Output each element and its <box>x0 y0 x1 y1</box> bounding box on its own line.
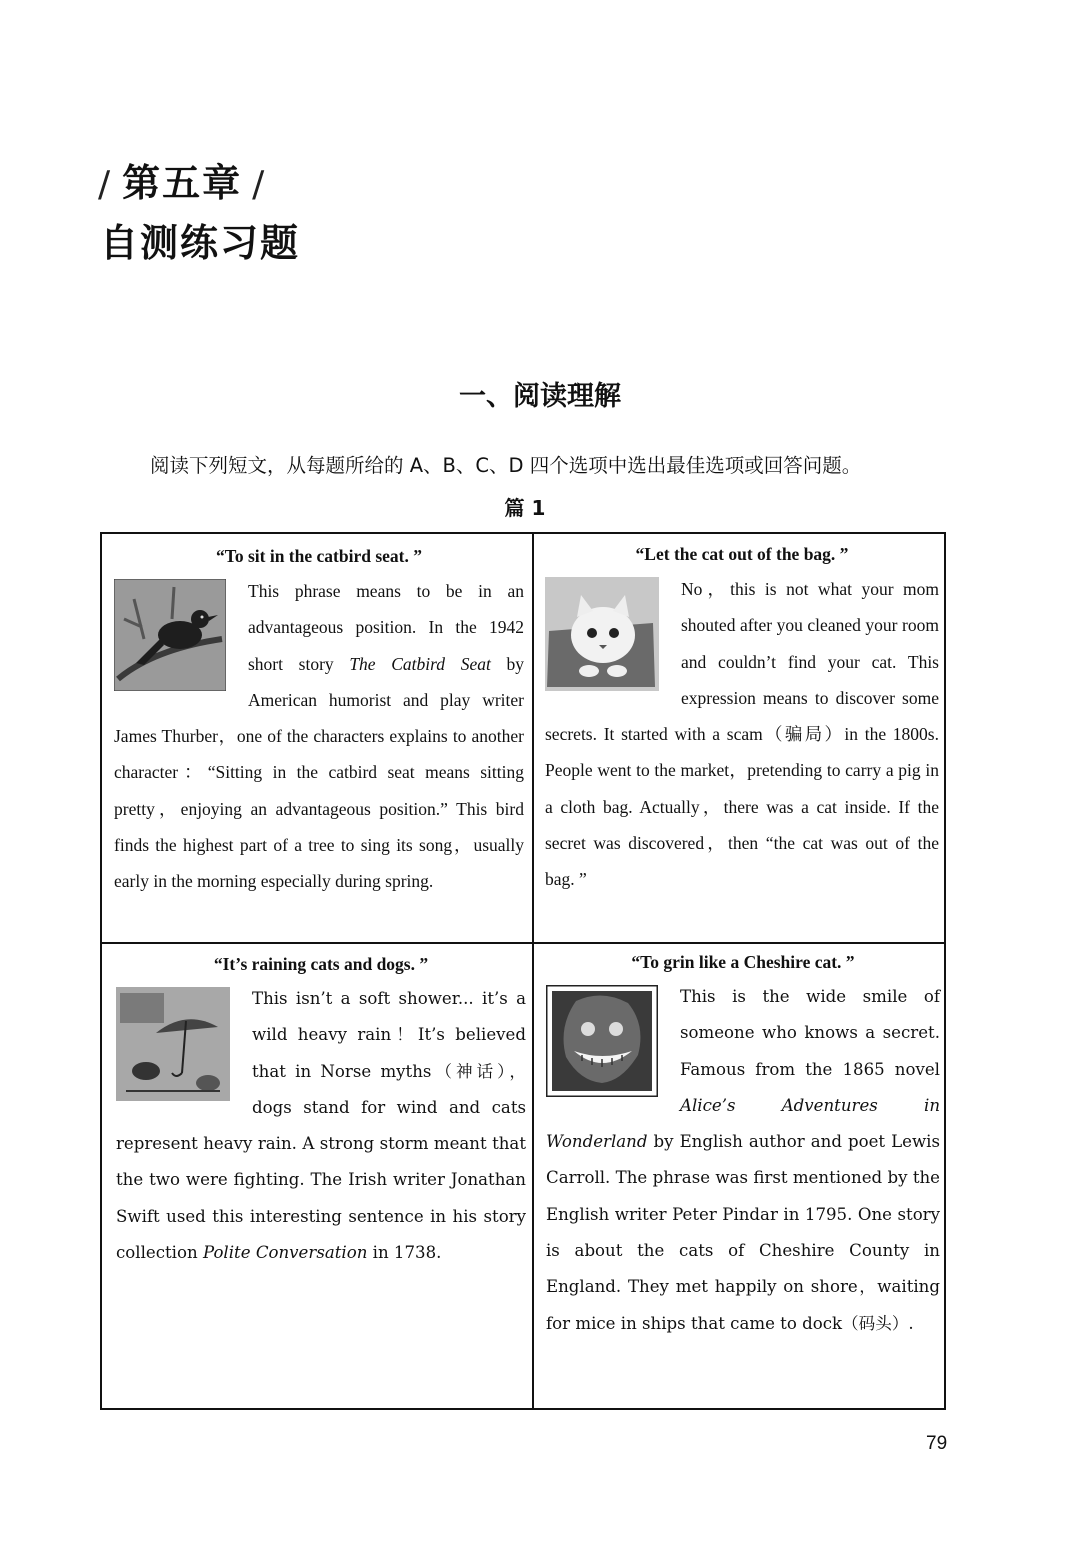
bird-on-branch-image <box>114 579 226 691</box>
cell-text: by English author and poet Lewis Carroll. The phrase was first mentioned by the English writer Peter Pindar in 1795. One story is about the cats of Cheshire County in England. They met happily on shore，waiting for mice in ships that came to dock（码头）. <box>546 1132 940 1333</box>
cell-text: This phrase means to be in an advantageous position. In the 1942 short story <box>248 581 524 674</box>
cell-body <box>546 979 940 1342</box>
instructions: 阅读下列短文，从每题所给的 A、B、C、D 四个选项中选出最佳选项或回答问题。 <box>150 454 862 477</box>
cell-text: This isn’t a soft shower... it’s a wild heavy rain！It’s believed that in Norse myths（神话），dogs stand for wind and cats represent heavy rain. A strong storm meant that the two were fighting. The Irish writer Jonathan Swift used this interesting sentence in his story collection <box>116 989 526 1263</box>
slash-left: / <box>98 164 113 205</box>
cell-text: in 1738. <box>367 1243 442 1263</box>
cell-title: “Let the cat out of the bag. ” <box>635 544 849 564</box>
page-number: 79 <box>926 1433 948 1454</box>
cell-text-italic: Polite Conversation <box>202 1243 368 1263</box>
cell-catbird-seat <box>114 546 524 938</box>
idiom-grid <box>100 532 946 1410</box>
cell-cat-out-of-bag <box>545 544 939 938</box>
cell-text: by American humorist and play writer James Thurber，one of the characters explains to another character：“Sitting in the catbird seat means sitting pretty，enjoying an advantageous position.” This bird finds the highest part of a tree to sing its song，usually early in the morning especially during spring. <box>114 653 525 892</box>
cell-body <box>116 981 526 1271</box>
chapter-subtitle: 自测练习题 <box>100 221 301 265</box>
kitten-in-bag-image <box>545 577 659 691</box>
chapter-number: 第五章 <box>122 161 243 205</box>
section-heading: 一、阅读理解 <box>459 381 621 412</box>
cell-title: “It’s raining cats and dogs. ” <box>213 954 429 974</box>
grid-divider-vertical <box>532 534 534 1408</box>
grid-divider-horizontal <box>102 942 944 944</box>
slash-right: / <box>252 164 267 205</box>
cheshire-cat-image <box>546 985 658 1097</box>
cell-text-italic: Alice’s Adventures in Wonderland <box>546 1095 940 1152</box>
umbrella-cartoon-image <box>116 987 230 1101</box>
cell-body <box>545 571 939 898</box>
cell-text: No，this is not what your mom shouted after you cleaned your room and couldn’t find your cat. This expression means to discover some secrets. It started with a scam（骗局）in the 1800s. People went to the market，pretending to carry a pig in a cloth bag. Actually，there was a cat inside. If the secret was discovered，then “the cat was out of the bag. ” <box>545 579 939 890</box>
passage-label: 篇 1 <box>504 496 546 520</box>
cell-text: This is the wide smile of someone who knows a secret. Famous from the 1865 novel <box>680 987 940 1079</box>
chapter-number-title <box>98 152 276 207</box>
cell-raining-cats-dogs <box>116 954 526 1406</box>
cell-title: “To grin like a Cheshire cat. ” <box>631 952 855 972</box>
cell-cheshire-cat <box>546 952 940 1404</box>
cell-text-italic: The Catbird Seat <box>349 653 491 674</box>
cell-body <box>114 573 524 900</box>
cell-title: “To sit in the catbird seat. ” <box>216 546 422 566</box>
